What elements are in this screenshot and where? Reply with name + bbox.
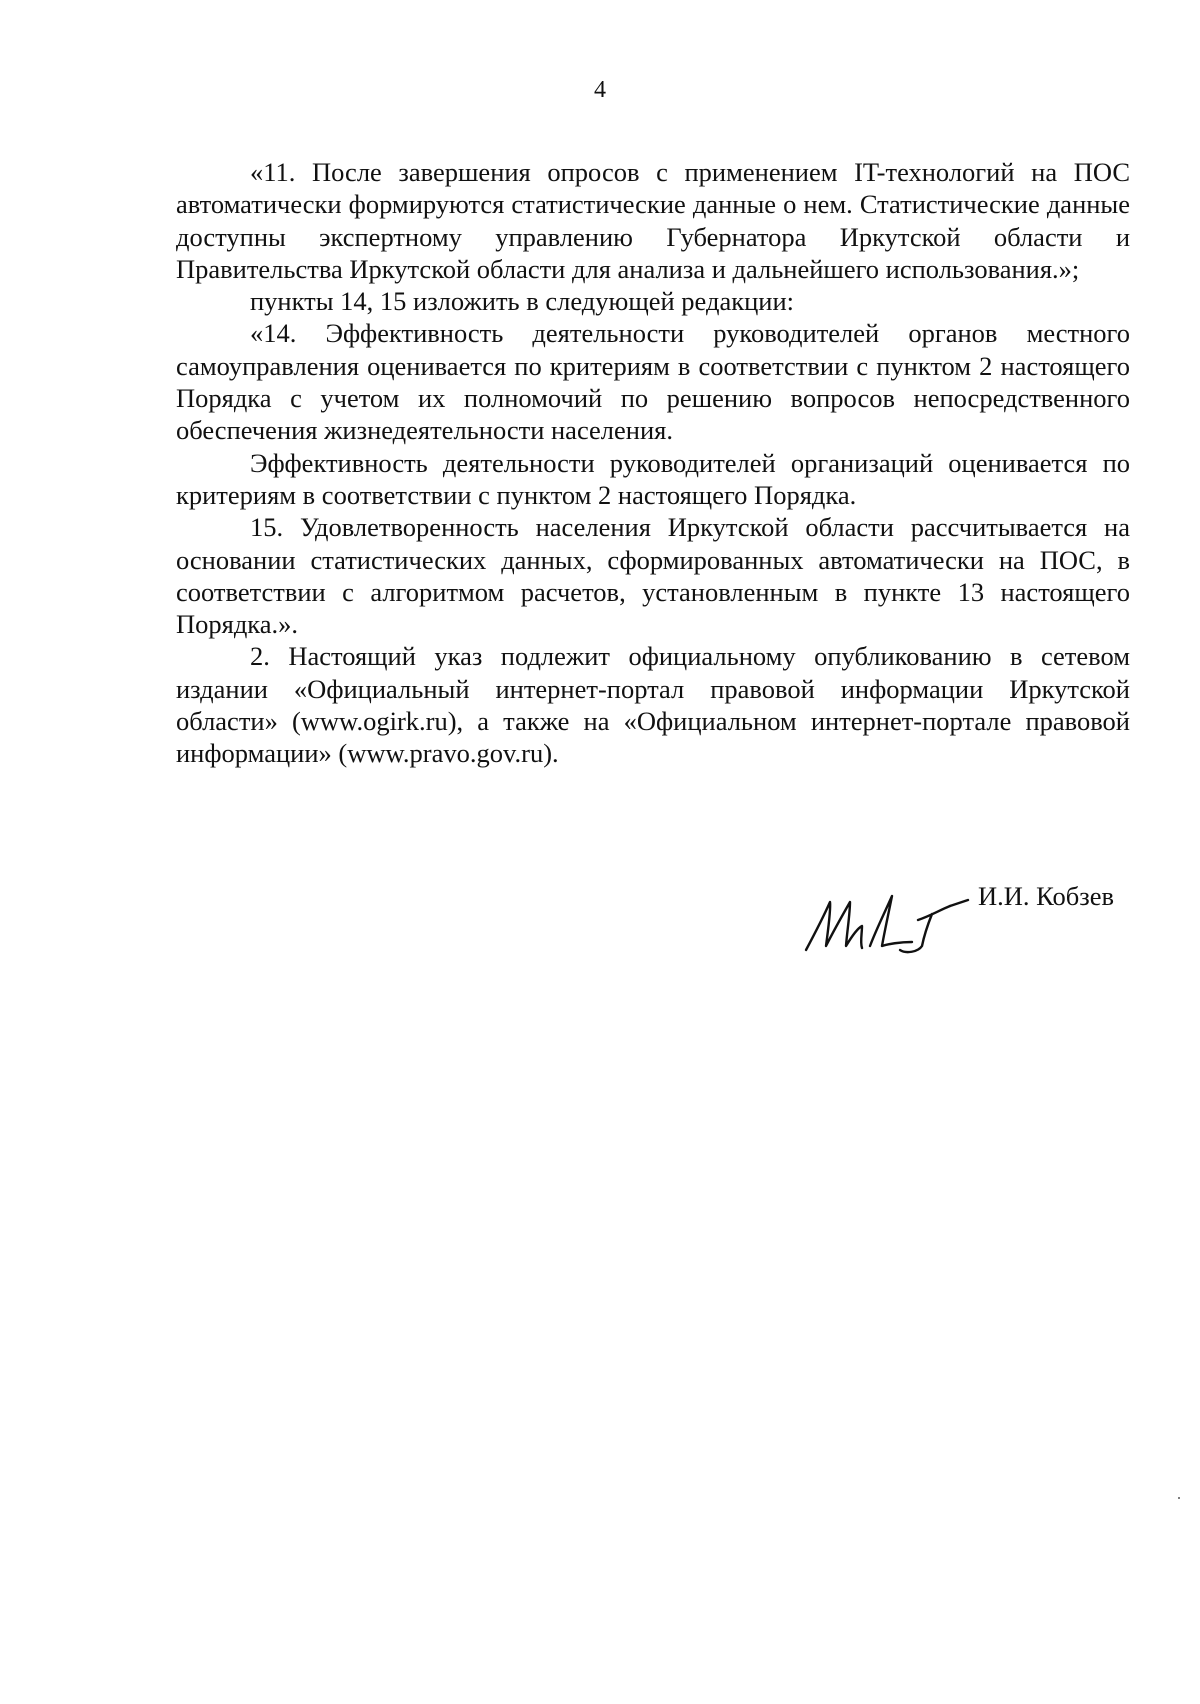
handwritten-signature-icon: [800, 880, 970, 960]
paragraph-item-11: «11. После завершения опросов с применением IT-технологий на ПОС автоматически формируются статистические данные о нем. Статистические данные доступны экспертному управлению Губернатора Иркутской области и Правительства Иркутской области для анализа и дальнейшего использования.»;: [176, 157, 1130, 284]
paragraph-item-14-organizations: Эффективность деятельности руководителей организаций оценивается по критериям в соответствии с пунктом 2 настоящего Порядка.: [176, 447, 1130, 510]
signer-name: И.И. Кобзев: [978, 881, 1114, 911]
document-body: [176, 156, 1130, 770]
paragraph-amendment-intro: пункты 14, 15 изложить в следующей редакции:: [250, 286, 795, 317]
paragraph-item-14: «14. Эффективность деятельности руководителей органов местного самоуправления оценивается по критериям в соответствии с пунктом 2 настоящего Порядка с учетом их полномочий по решению вопросов непосредственного обеспечения жизнедеятельности населения.: [176, 318, 1130, 446]
signature-block: [800, 880, 1140, 970]
page-number: 4: [594, 77, 606, 103]
paragraph-item-15: 15. Удовлетворенность населения Иркутской области рассчитывается на основании статистических данных, сформированных автоматически на ПОС, в соответствии с алгоритмом расчетов, установленным в пункте 13 настоящего Порядка.».: [176, 512, 1130, 640]
paragraph-publication-clause: 2. Настоящий указ подлежит официальному опубликованию в сетевом издании «Официальный интернет-портал правовой информации Иркутской области» (www.ogirk.ru), а также на «Официальном интернет-портале правовой информации» (www.pravo.gov.ru).: [176, 641, 1130, 769]
scan-artifact-dot: [1178, 1497, 1180, 1499]
